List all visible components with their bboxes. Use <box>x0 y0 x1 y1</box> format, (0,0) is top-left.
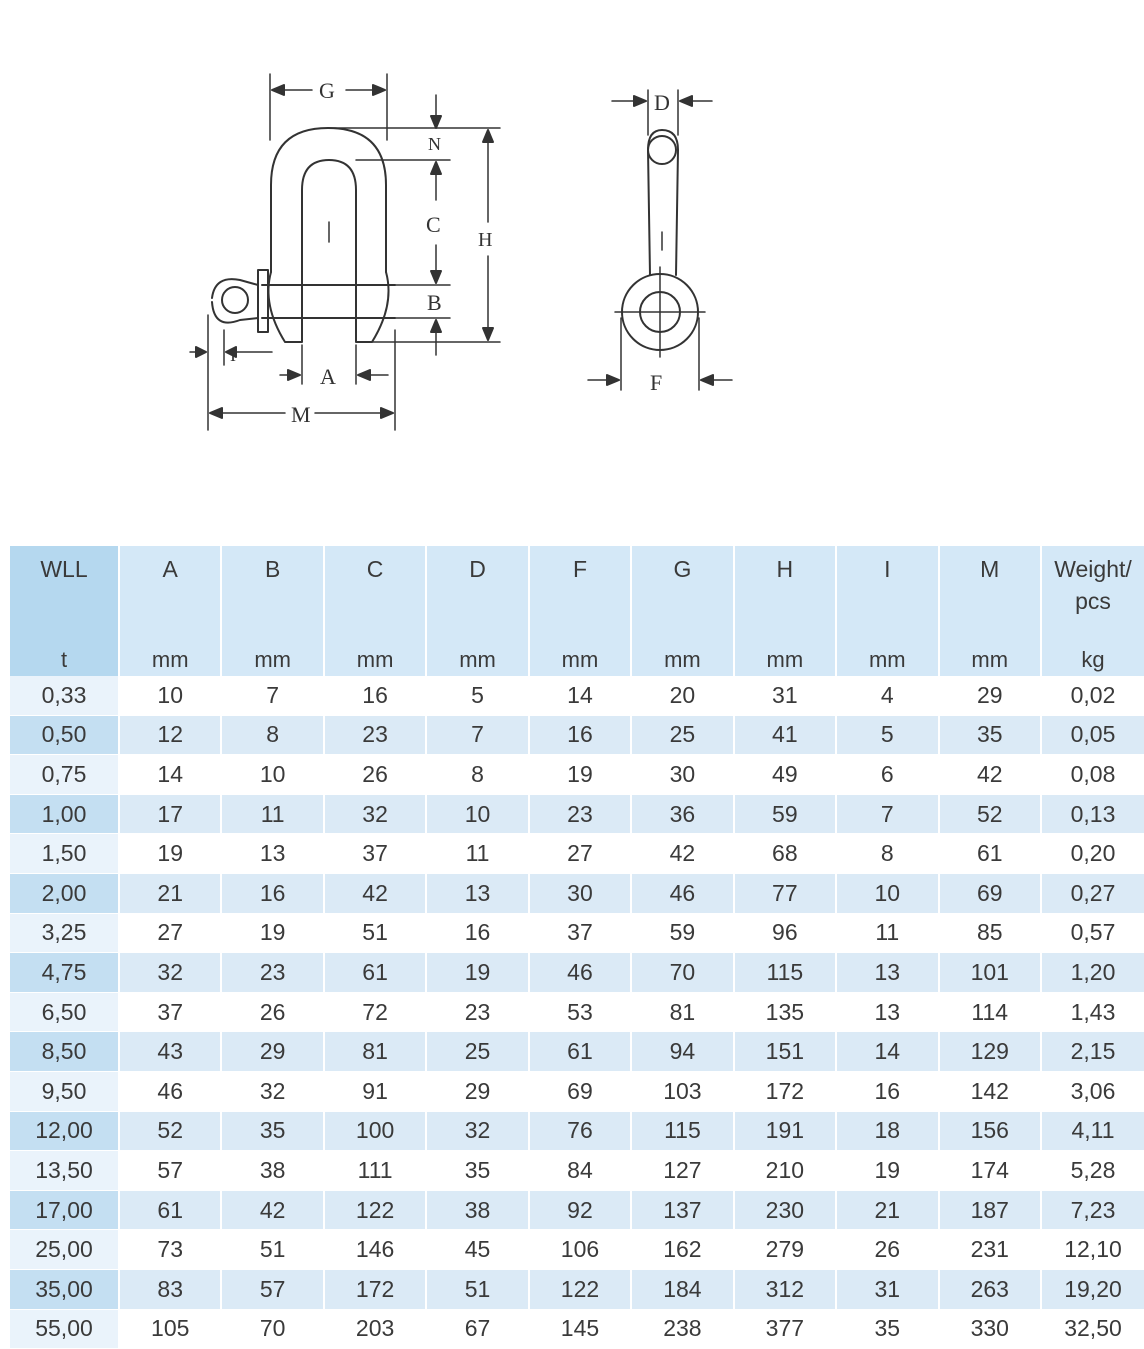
header-cell <box>1042 546 1144 676</box>
table-row <box>10 914 1144 954</box>
table-cell: 210 <box>735 1151 835 1191</box>
table-row <box>10 1072 1144 1112</box>
table-cell: 16 <box>427 914 527 954</box>
label-c: C <box>426 212 441 237</box>
table-cell: 3,25 <box>10 914 118 954</box>
table-cell: 72 <box>325 993 425 1033</box>
table-cell: 279 <box>735 1230 835 1270</box>
header-cell <box>427 546 527 676</box>
header-cell <box>530 546 630 676</box>
table-cell: 5 <box>837 716 937 756</box>
table-cell: 94 <box>632 1032 732 1072</box>
table-cell: 59 <box>632 914 732 954</box>
table-cell: 156 <box>940 1112 1041 1152</box>
table-cell: 172 <box>735 1072 835 1112</box>
header-unit: mm <box>427 647 527 673</box>
table-cell: 13 <box>222 834 322 874</box>
table-cell: 51 <box>427 1270 527 1310</box>
table-cell: 0,20 <box>1042 834 1144 874</box>
table-cell: 10 <box>120 676 220 716</box>
table-cell: 0,75 <box>10 755 118 795</box>
table-row <box>10 1151 1144 1191</box>
table-cell: 2,00 <box>10 874 118 914</box>
table-cell: 73 <box>120 1230 220 1270</box>
table-cell: 46 <box>632 874 732 914</box>
table-cell: 230 <box>735 1191 835 1231</box>
table-cell: 111 <box>325 1151 425 1191</box>
table-cell: 312 <box>735 1270 835 1310</box>
table-cell: 6 <box>837 755 937 795</box>
table-cell: 19 <box>530 755 630 795</box>
table-cell: 81 <box>325 1032 425 1072</box>
table-cell: 32 <box>120 953 220 993</box>
header-name: WLL <box>10 553 118 585</box>
table-cell: 32 <box>325 795 425 835</box>
table-cell: 114 <box>940 993 1041 1033</box>
table-cell: 23 <box>427 993 527 1033</box>
table-row <box>10 1191 1144 1231</box>
table-cell: 37 <box>120 993 220 1033</box>
table-cell: 10 <box>427 795 527 835</box>
table-cell: 5,28 <box>1042 1151 1144 1191</box>
table-cell: 10 <box>837 874 937 914</box>
table-cell: 4,75 <box>10 953 118 993</box>
header-unit: mm <box>735 647 835 673</box>
table-cell: 172 <box>325 1270 425 1310</box>
table-cell: 11 <box>427 834 527 874</box>
label-b: B <box>427 290 442 315</box>
table-cell: 35 <box>837 1310 937 1349</box>
table-cell: 174 <box>940 1151 1041 1191</box>
header-cell <box>222 546 322 676</box>
header-name: Weight/ pcs <box>1042 553 1144 617</box>
table-cell: 8 <box>427 755 527 795</box>
table-cell: 21 <box>837 1191 937 1231</box>
table-cell: 187 <box>940 1191 1041 1231</box>
header-name: A <box>120 553 220 585</box>
table-cell: 11 <box>222 795 322 835</box>
table-row <box>10 1032 1144 1072</box>
table-cell: 26 <box>222 993 322 1033</box>
table-cell: 14 <box>530 676 630 716</box>
table-cell: 46 <box>120 1072 220 1112</box>
table-cell: 263 <box>940 1270 1041 1310</box>
table-cell: 83 <box>120 1270 220 1310</box>
header-cell <box>10 546 118 676</box>
table-cell: 85 <box>940 914 1041 954</box>
table-cell: 16 <box>222 874 322 914</box>
table-cell: 146 <box>325 1230 425 1270</box>
table-cell: 105 <box>120 1310 220 1349</box>
table-cell: 184 <box>632 1270 732 1310</box>
table-cell: 52 <box>120 1112 220 1152</box>
header-name: D <box>427 553 527 585</box>
table-row <box>10 1270 1144 1310</box>
table-row <box>10 755 1144 795</box>
table-cell: 92 <box>530 1191 630 1231</box>
table-cell: 13 <box>837 953 937 993</box>
table-cell: 23 <box>325 716 425 756</box>
label-g: G <box>319 78 335 103</box>
table-cell: 7 <box>837 795 937 835</box>
table-cell: 16 <box>325 676 425 716</box>
table-cell: 115 <box>735 953 835 993</box>
table-cell: 106 <box>530 1230 630 1270</box>
header-unit: t <box>10 647 118 673</box>
table-cell: 43 <box>120 1032 220 1072</box>
table-cell: 96 <box>735 914 835 954</box>
header-unit: mm <box>632 647 732 673</box>
table-cell: 68 <box>735 834 835 874</box>
table-cell: 4 <box>837 676 937 716</box>
table-cell: 45 <box>427 1230 527 1270</box>
table-cell: 49 <box>735 755 835 795</box>
shackle-front-view <box>190 74 500 430</box>
table-cell: 145 <box>530 1310 630 1349</box>
table-cell: 9,50 <box>10 1072 118 1112</box>
table-cell: 70 <box>632 953 732 993</box>
table-cell: 0,13 <box>1042 795 1144 835</box>
table-row <box>10 676 1144 716</box>
table-cell: 61 <box>940 834 1041 874</box>
table-cell: 27 <box>120 914 220 954</box>
table-cell: 26 <box>325 755 425 795</box>
table-cell: 42 <box>325 874 425 914</box>
table-cell: 12 <box>120 716 220 756</box>
header-unit: mm <box>325 647 425 673</box>
label-i: I <box>230 345 236 365</box>
table-cell: 42 <box>632 834 732 874</box>
header-name: I <box>837 553 937 585</box>
table-cell: 1,43 <box>1042 993 1144 1033</box>
table-cell: 32 <box>427 1112 527 1152</box>
header-unit: mm <box>222 647 322 673</box>
table-row <box>10 795 1144 835</box>
table-cell: 8,50 <box>10 1032 118 1072</box>
table-cell: 0,27 <box>1042 874 1144 914</box>
table-cell: 41 <box>735 716 835 756</box>
table-cell: 38 <box>427 1191 527 1231</box>
table-cell: 35 <box>222 1112 322 1152</box>
table-cell: 42 <box>222 1191 322 1231</box>
label-h: H <box>478 229 492 251</box>
table-cell: 238 <box>632 1310 732 1349</box>
table-cell: 13,50 <box>10 1151 118 1191</box>
table-cell: 14 <box>837 1032 937 1072</box>
header-name: F <box>530 553 630 585</box>
table-cell: 91 <box>325 1072 425 1112</box>
table-row <box>10 953 1144 993</box>
table-cell: 19 <box>837 1151 937 1191</box>
table-cell: 61 <box>325 953 425 993</box>
header-unit: mm <box>530 647 630 673</box>
header-name: G <box>632 553 732 585</box>
table-cell: 19,20 <box>1042 1270 1144 1310</box>
table-body <box>10 676 1144 1349</box>
table-cell: 3,06 <box>1042 1072 1144 1112</box>
table-cell: 13 <box>837 993 937 1033</box>
table-cell: 7 <box>222 676 322 716</box>
table-cell: 61 <box>530 1032 630 1072</box>
table-cell: 2,15 <box>1042 1032 1144 1072</box>
table-cell: 26 <box>837 1230 937 1270</box>
header-cell <box>325 546 425 676</box>
table-cell: 57 <box>120 1151 220 1191</box>
table-cell: 203 <box>325 1310 425 1349</box>
table-cell: 101 <box>940 953 1041 993</box>
table-cell: 57 <box>222 1270 322 1310</box>
table-cell: 135 <box>735 993 835 1033</box>
table-cell: 16 <box>530 716 630 756</box>
table-cell: 35 <box>427 1151 527 1191</box>
table-cell: 46 <box>530 953 630 993</box>
table-cell: 19 <box>427 953 527 993</box>
table-cell: 29 <box>427 1072 527 1112</box>
table-cell: 67 <box>427 1310 527 1349</box>
table-row <box>10 1112 1144 1152</box>
header-row <box>10 546 1144 676</box>
table-cell: 377 <box>735 1310 835 1349</box>
table-cell: 61 <box>120 1191 220 1231</box>
table-cell: 19 <box>222 914 322 954</box>
header-name: B <box>222 553 322 585</box>
table-cell: 7,23 <box>1042 1191 1144 1231</box>
label-f: F <box>650 370 662 395</box>
table-cell: 69 <box>940 874 1041 914</box>
header-cell <box>837 546 937 676</box>
table-cell: 10 <box>222 755 322 795</box>
table-cell: 1,00 <box>10 795 118 835</box>
table-cell: 51 <box>325 914 425 954</box>
table-cell: 330 <box>940 1310 1041 1349</box>
table-cell: 115 <box>632 1112 732 1152</box>
header-cell <box>632 546 732 676</box>
table-cell: 27 <box>530 834 630 874</box>
header-cell <box>940 546 1041 676</box>
table-cell: 59 <box>735 795 835 835</box>
table-cell: 0,05 <box>1042 716 1144 756</box>
table-cell: 77 <box>735 874 835 914</box>
table-cell: 53 <box>530 993 630 1033</box>
table-cell: 70 <box>222 1310 322 1349</box>
table-cell: 1,50 <box>10 834 118 874</box>
table-cell: 14 <box>120 755 220 795</box>
table-cell: 4,11 <box>1042 1112 1144 1152</box>
table-cell: 19 <box>120 834 220 874</box>
header-cell <box>735 546 835 676</box>
table-cell: 6,50 <box>10 993 118 1033</box>
table-cell: 18 <box>837 1112 937 1152</box>
table-cell: 12,10 <box>1042 1230 1144 1270</box>
table-cell: 21 <box>120 874 220 914</box>
table-cell: 0,57 <box>1042 914 1144 954</box>
table-cell: 1,20 <box>1042 953 1144 993</box>
table-cell: 8 <box>837 834 937 874</box>
table-cell: 13 <box>427 874 527 914</box>
table-cell: 23 <box>222 953 322 993</box>
table-cell: 0,02 <box>1042 676 1144 716</box>
table-cell: 38 <box>222 1151 322 1191</box>
label-a: A <box>320 364 336 389</box>
header-unit: kg <box>1042 647 1144 673</box>
table-cell: 231 <box>940 1230 1041 1270</box>
table-row <box>10 834 1144 874</box>
table-cell: 17 <box>120 795 220 835</box>
shackle-spec-table <box>8 546 1144 1349</box>
table-row <box>10 1230 1144 1270</box>
table-cell: 37 <box>530 914 630 954</box>
label-n: N <box>428 134 441 154</box>
header-cell <box>120 546 220 676</box>
table-cell: 12,00 <box>10 1112 118 1152</box>
table-cell: 151 <box>735 1032 835 1072</box>
table-cell: 122 <box>325 1191 425 1231</box>
table-cell: 103 <box>632 1072 732 1112</box>
table-cell: 84 <box>530 1151 630 1191</box>
header-unit: mm <box>120 647 220 673</box>
header-name: H <box>735 553 835 585</box>
table-cell: 29 <box>940 676 1041 716</box>
shackle-technical-drawing <box>0 0 1144 470</box>
table-cell: 17,00 <box>10 1191 118 1231</box>
header-name: M <box>940 553 1041 585</box>
label-d: D <box>654 90 670 115</box>
table-cell: 32,50 <box>1042 1310 1144 1349</box>
table-cell: 191 <box>735 1112 835 1152</box>
table-row <box>10 1310 1144 1349</box>
table-cell: 81 <box>632 993 732 1033</box>
shackle-side-view <box>588 90 732 390</box>
table-cell: 35 <box>940 716 1041 756</box>
table-cell: 100 <box>325 1112 425 1152</box>
table-cell: 55,00 <box>10 1310 118 1349</box>
table-cell: 0,08 <box>1042 755 1144 795</box>
table-cell: 0,33 <box>10 676 118 716</box>
table-row <box>10 874 1144 914</box>
table-cell: 37 <box>325 834 425 874</box>
table-cell: 8 <box>222 716 322 756</box>
table-cell: 127 <box>632 1151 732 1191</box>
table-cell: 30 <box>632 755 732 795</box>
table-cell: 42 <box>940 755 1041 795</box>
table-cell: 69 <box>530 1072 630 1112</box>
table-cell: 32 <box>222 1072 322 1112</box>
table-cell: 31 <box>735 676 835 716</box>
table-cell: 5 <box>427 676 527 716</box>
table-cell: 23 <box>530 795 630 835</box>
table-cell: 36 <box>632 795 732 835</box>
table-cell: 162 <box>632 1230 732 1270</box>
table-cell: 52 <box>940 795 1041 835</box>
table-cell: 11 <box>837 914 937 954</box>
table-cell: 51 <box>222 1230 322 1270</box>
table-cell: 30 <box>530 874 630 914</box>
header-unit: mm <box>940 647 1041 673</box>
table-cell: 122 <box>530 1270 630 1310</box>
table-cell: 76 <box>530 1112 630 1152</box>
table-cell: 25 <box>632 716 732 756</box>
table-cell: 137 <box>632 1191 732 1231</box>
table-cell: 25 <box>427 1032 527 1072</box>
table-cell: 142 <box>940 1072 1041 1112</box>
table-row <box>10 993 1144 1033</box>
table-cell: 25,00 <box>10 1230 118 1270</box>
table-cell: 129 <box>940 1032 1041 1072</box>
label-m: M <box>291 402 311 427</box>
table-cell: 20 <box>632 676 732 716</box>
header-unit: mm <box>837 647 937 673</box>
table-cell: 29 <box>222 1032 322 1072</box>
table-cell: 35,00 <box>10 1270 118 1310</box>
header-name: C <box>325 553 425 585</box>
table-cell: 31 <box>837 1270 937 1310</box>
table-cell: 0,50 <box>10 716 118 756</box>
table-cell: 7 <box>427 716 527 756</box>
table-row <box>10 716 1144 756</box>
table-cell: 16 <box>837 1072 937 1112</box>
